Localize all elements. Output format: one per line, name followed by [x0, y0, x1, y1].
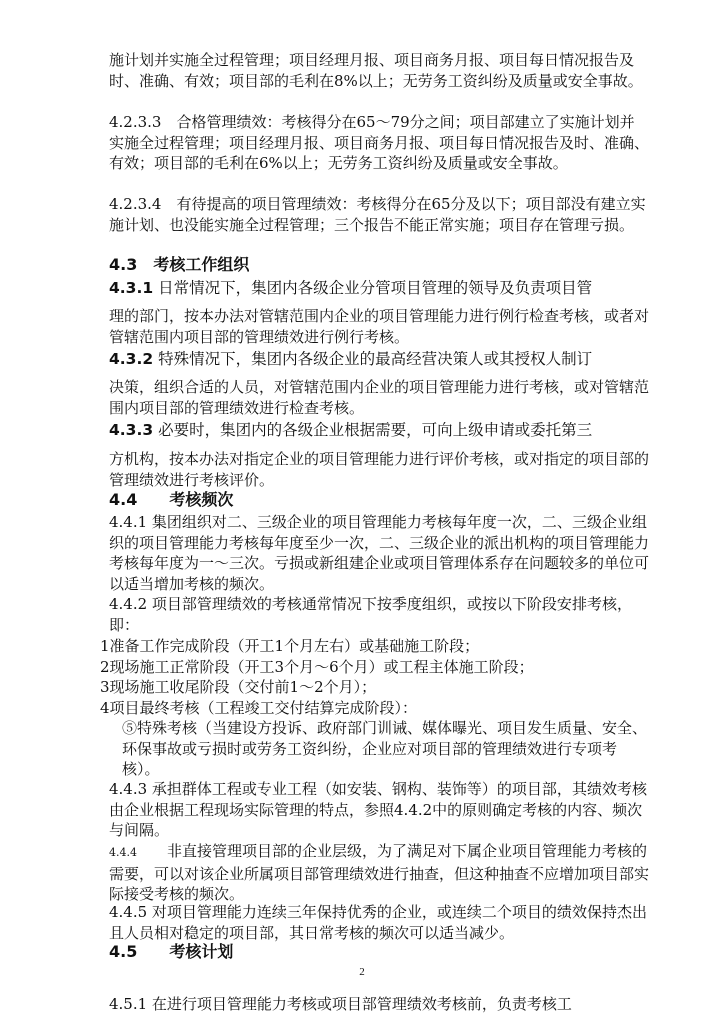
- paragraph-4-2-3-3: 4.2.3.3 合格管理绩效：考核得分在65～79分之间；项目部建立了实施计划并实施全过程管理；项目经理月报、项目商务月报、项目每日情况报告及时、准确、有效；项目部的毛利在6%以上；无劳务工资纠纷及质量或安全事故。: [109, 113, 650, 172]
- paragraph-4-3-3-rest: 方机构，按本办法对指定企业的项目管理能力进行评价考核，或对指定的项目部的管理绩效进行考核评价。: [109, 450, 650, 489]
- clause-text: 非直接管理项目部的企业层级，为了满足对下属企业项目管理能力考核的需要，可以对该企业所属项目部管理绩效进行抽查，但这种抽查不应增加项目部实际接受考核的频次。: [109, 842, 650, 903]
- paragraph-4-4-1: 4.4.1 集团组织对二、三级企业的项目管理能力考核每年度一次，二、三级企业组织的项目管理能力考核每年度至少一次，二、三级企业的派出机构的项目管理能力考核每年度为一～三次。亏损或新组建企业或项目管理体系存在问题较多的单位可以适当增加考核的频次。: [109, 513, 650, 593]
- paragraph-4-2-3-4: 4.2.3.4 有待提高的项目管理绩效：考核得分在65分及以下；项目部没有建立实施计划、也没能实施全过程管理；三个报告不能正常实施；项目存在管理亏损。: [109, 195, 646, 234]
- paragraph-4-3-3-first-line: [109, 420, 649, 441]
- paragraph-4-4-3: 4.4.3 承担群体工程或专业工程（如安装、钢构、装饰等）的项目部，其绩效考核由企业根据工程现场实际管理的特点，参照4.4.2中的原则确定考核的内容、频次与间隔。: [109, 780, 647, 839]
- paragraph-4-4-4: [109, 841, 649, 905]
- heading-4-3: 4.3 考核工作组织: [109, 255, 250, 274]
- page-number: 2: [359, 966, 365, 978]
- list-item-5: ⑤特殊考核（当建设方投诉、政府部门训诫、媒体曝光、项目发生质量、安全、环保事故或亏损时或劳务工资纠纷，企业应对项目部的管理绩效进行专项考核）。: [122, 719, 648, 778]
- list-item-3: 3现场施工收尾阶段（交付前1～2个月）；: [100, 678, 377, 696]
- clause-number: 4.3.3: [109, 421, 154, 439]
- list-item-1: 1准备工作完成阶段（开工1个月左右）或基础施工阶段；: [100, 637, 480, 655]
- paragraph-4-5-1: 4.5.1 在进行项目管理能力考核或项目部管理绩效考核前，负责考核工: [109, 994, 572, 1013]
- paragraph-4-4-5: 4.4.5 对项目管理能力连续三年保持优秀的企业，或连续二个项目的绩效保持杰出且人员相对稳定的项目部，其日常考核的频次可以适当减少。: [109, 903, 647, 942]
- clause-text: 特殊情况下，集团内各级企业的最高经营决策人或其授权人制订: [158, 350, 593, 368]
- paragraph-4-3-2-rest: 决策，组织合适的人员，对管辖范围内企业的项目管理能力进行考核，或对管辖范围内项目部的管理绩效进行检查考核。: [109, 378, 650, 417]
- paragraph-4-3-2-first-line: [109, 349, 649, 370]
- clause-text: 日常情况下，集团内各级企业分管项目管理的领导及负责项目管: [158, 279, 593, 297]
- paragraph-4-2-3-2-tail: 施计划并实施全过程管理；项目经理月报、项目商务月报、项目每日情况报告及时、准确、有效；项目部的毛利在8%以上；无劳务工资纠纷及质量或安全事故。: [109, 51, 643, 90]
- list-item-4: 4项目最终考核（工程竣工交付结算完成阶段）：: [100, 699, 418, 717]
- paragraph-4-3-1-rest: 理的部门，按本办法对管辖范围内企业的项目管理能力进行例行检查考核，或者对管辖范围内项目部的管理绩效进行例行考核。: [109, 307, 650, 346]
- heading-4-5: 4.5 考核计划: [109, 942, 234, 961]
- clause-number: 4.3.2: [109, 350, 154, 368]
- list-item-2: 2现场施工正常阶段（开工3个月～6个月）或工程主体施工阶段；: [100, 658, 534, 676]
- paragraph-4-4-2: 4.4.2 项目部管理绩效的考核通常情况下按季度组织，或按以下阶段安排考核，即：: [109, 595, 632, 634]
- clause-text: 必要时，集团内的各级企业根据需要，可向上级申请或委托第三: [158, 421, 593, 439]
- clause-number: 4.3.1: [109, 279, 154, 297]
- heading-4-4: 4.4 考核频次: [109, 490, 234, 509]
- clause-number: 4.4.4: [109, 846, 137, 859]
- paragraph-4-3-1-first-line: [109, 278, 649, 299]
